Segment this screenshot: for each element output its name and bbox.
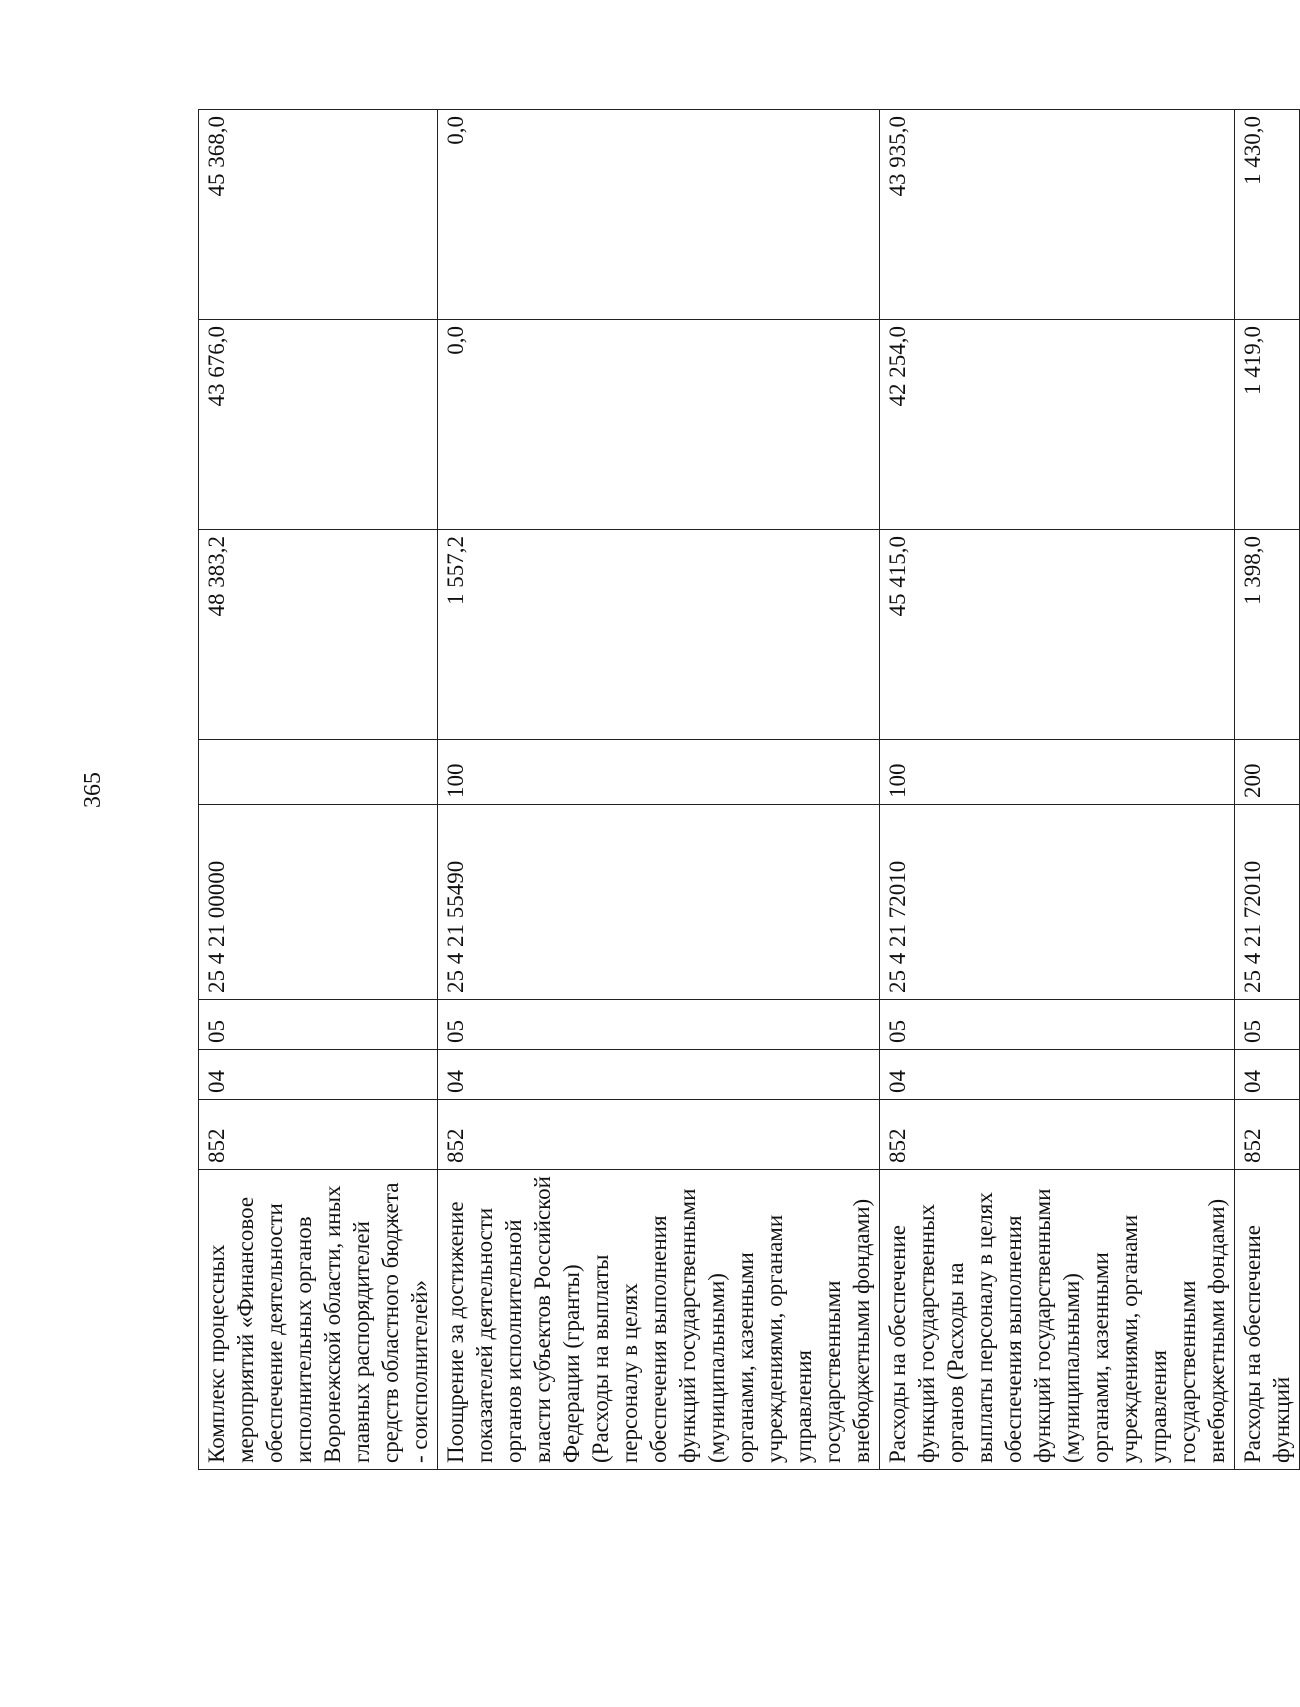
subsection-code: 05 xyxy=(199,1000,438,1050)
table-row xyxy=(880,110,1235,1470)
expense-type-code xyxy=(199,740,438,805)
table-row xyxy=(438,110,880,1470)
subsection-code: 05 xyxy=(880,1000,1235,1050)
amount-year-2: 43 676,0 xyxy=(199,320,438,530)
target-article-code: 25 4 21 00000 xyxy=(199,805,438,1000)
amount-year-2: 42 254,0 xyxy=(880,320,1235,530)
section-code: 04 xyxy=(438,1050,880,1100)
amount-year-3: 1 430,0 xyxy=(1235,110,1300,320)
page-number: 365 xyxy=(80,772,106,808)
rotated-landscape-content xyxy=(80,110,1294,1470)
table-row xyxy=(199,110,438,1470)
grbs-code: 852 xyxy=(199,1100,438,1170)
amount-year-2: 0,0 xyxy=(438,320,880,530)
expense-type-code: 100 xyxy=(880,740,1235,805)
grbs-code: 852 xyxy=(438,1100,880,1170)
subsection-code: 05 xyxy=(1235,1000,1300,1050)
row-name: Поощрение за достижение показателей деятельности органов исполнительной власти субъектов Российской Федерации (гранты) (Расходы на выплаты персоналу в целях обеспечения выполнения функций государственными (муниципальными) органами, казенными учреждениями, органами управления государственными внебюджетными фондами) xyxy=(438,1170,880,1470)
grbs-code: 852 xyxy=(880,1100,1235,1170)
amount-year-1: 45 415,0 xyxy=(880,530,1235,740)
row-name: Расходы на обеспечение функций xyxy=(1235,1170,1300,1470)
amount-year-1: 1 398,0 xyxy=(1235,530,1300,740)
target-article-code: 25 4 21 72010 xyxy=(880,805,1235,1000)
expense-type-code: 200 xyxy=(1235,740,1300,805)
section-code: 04 xyxy=(1235,1050,1300,1100)
target-article-code: 25 4 21 55490 xyxy=(438,805,880,1000)
section-code: 04 xyxy=(199,1050,438,1100)
row-name: Расходы на обеспечение функций государственных органов (Расходы на выплаты персоналу в целях обеспечения выполнения функций государственными (муниципальными) органами, казенными учреждениями, органами управления государственными внебюджетными фондами) xyxy=(880,1170,1235,1470)
amount-year-1: 1 557,2 xyxy=(438,530,880,740)
amount-year-3: 0,0 xyxy=(438,110,880,320)
target-article-code: 25 4 21 72010 xyxy=(1235,805,1300,1000)
amount-year-2: 1 419,0 xyxy=(1235,320,1300,530)
section-code: 04 xyxy=(880,1050,1235,1100)
amount-year-3: 43 935,0 xyxy=(880,110,1235,320)
table-row xyxy=(1235,110,1300,1470)
expense-type-code: 100 xyxy=(438,740,880,805)
amount-year-1: 48 383,2 xyxy=(199,530,438,740)
subsection-code: 05 xyxy=(438,1000,880,1050)
grbs-code: 852 xyxy=(1235,1100,1300,1170)
row-name: Комплекс процессных мероприятий «Финансовое обеспечение деятельности исполнительных органов Воронежской области, иных главных распорядителей средств областного бюджета - соисполнителей» xyxy=(199,1170,438,1470)
budget-table xyxy=(198,109,1300,1470)
amount-year-3: 45 368,0 xyxy=(199,110,438,320)
